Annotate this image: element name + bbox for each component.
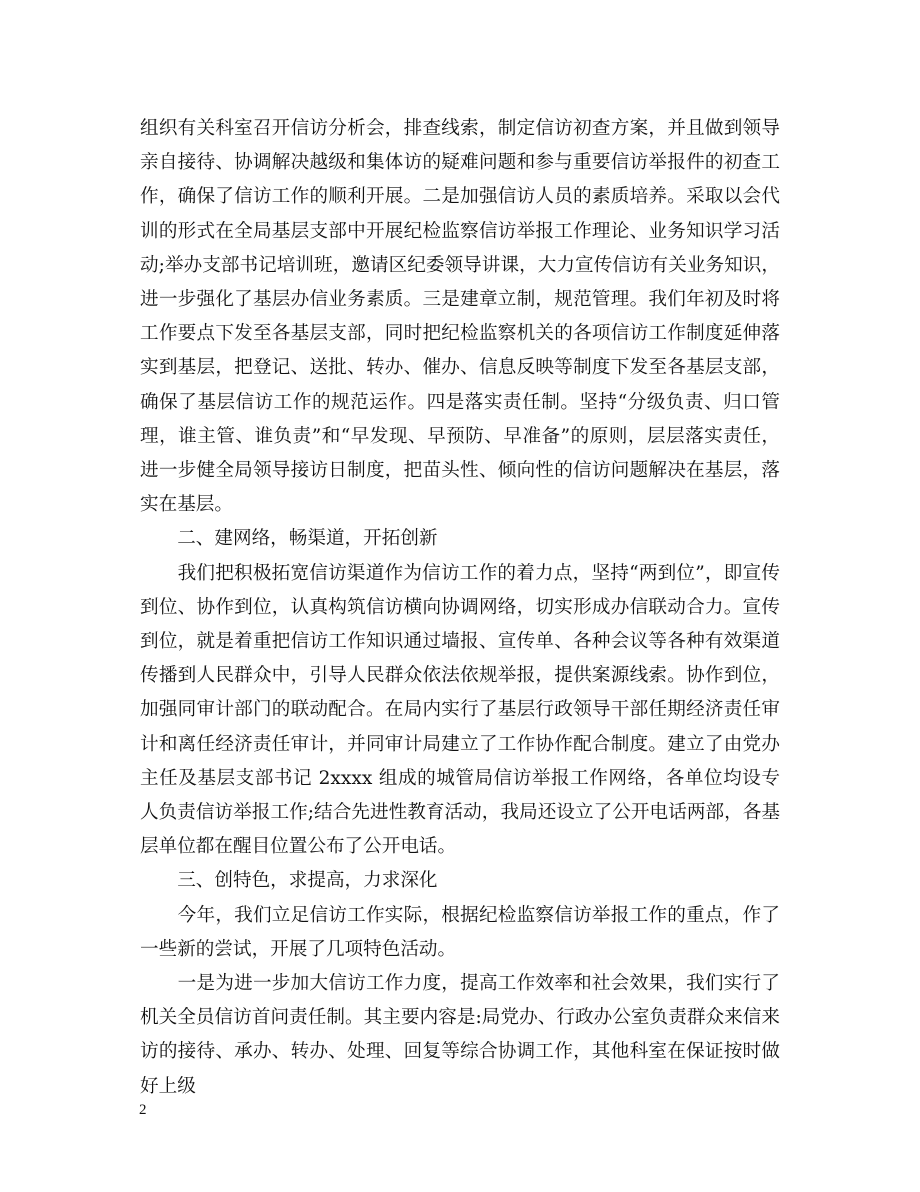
paragraph-this-year: 今年，我们立足信访工作实际，根据纪检监察信访举报工作的重点，作了一些新的尝试，开展了几项特色活动。 <box>140 904 780 960</box>
document-body <box>140 112 780 1104</box>
section-heading-two: 二、建网络，畅渠道，开拓创新 <box>140 528 438 550</box>
section-heading-three: 三、创特色，求提高，力求深化 <box>140 870 438 892</box>
paragraph-continued: 组织有关科室召开信访分析会，排查线索，制定信访初查方案，并且做到领导亲自接待、协调解决越级和集体访的疑难问题和参与重要信访举报件的初查工作，确保了信访工作的顺利开展。二是加强信访人员的素质培养。采取以会代训的形式在全局基层支部中开展纪检监察信访举报工作理论、业务知识学习活动;举办支部书记培训班，邀请区纪委领导讲课，大力宣传信访有关业务知识，进一步强化了基层办信业务素质。三是建章立制，规范管理。我们年初及时将工作要点下发至各基层支部，同时把纪检监察机关的各项信访工作制度延伸落实到基层，把登记、送批、转办、催办、信息反映等制度下发至各基层支部，确保了基层信访工作的规范运作。四是落实责任制。坚持“分级负责、归口管理，谁主管、谁负责”和“早发现、早预防、早准备”的原则，层层落实责任，进一步健全局领导接访日制度，把苗头性、倾向性的信访问题解决在基层，落实在基层。 <box>140 118 780 516</box>
page-number: 2 <box>139 1102 147 1118</box>
paragraph-first-responsibility: 一是为进一步加大信访工作力度，提高工作效率和社会效果，我们实行了机关全员信访首问责任制。其主要内容是:局党办、行政办公室负责群众来信来访的接待、承办、转办、处理、回复等综合协调工作，其他科室在保证按时做好上级 <box>140 973 780 1097</box>
paragraph-network: 我们把积极拓宽信访渠道作为信访工作的着力点，坚持“两到位”，即宣传到位、协作到位，认真构筑信访横向协调网络，切实形成办信联动合力。宣传到位，就是着重把信访工作知识通过墙报、宣传单、各种会议等各种有效渠道传播到人民群众中，引导人民群众依法依规举报，提供案源线索。协作到位，加强同审计部门的联动配合。在局内实行了基层行政领导干部任期经济责任审计和离任经济责任审计，并同审计局建立了工作协作配合制度。建立了由党办主任及基层支部书记 2xxxx 组成的城管局信访举报工作网络，各单位均设专人负责信访举报工作;结合先进性教育活动，我局还设立了公开电话两部，各基层单位都在醒目位置公布了公开电话。 <box>140 562 780 858</box>
